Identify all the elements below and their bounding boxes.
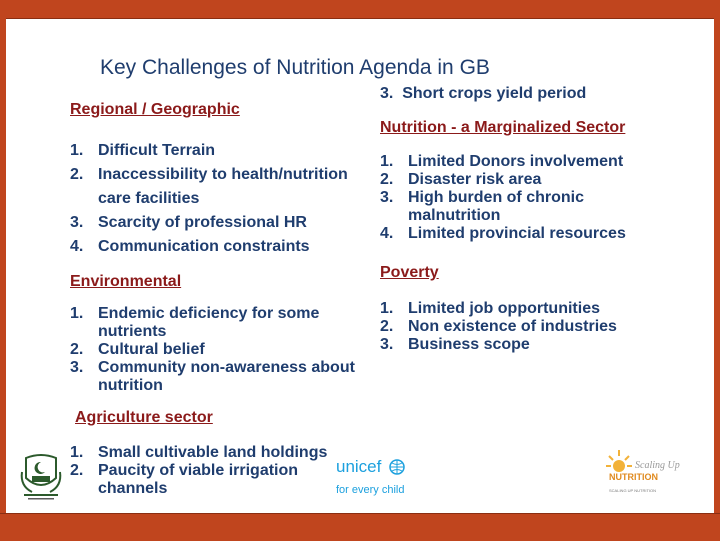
list-item: 4. Communication constraints xyxy=(70,238,310,255)
list-item: 3. Business scope xyxy=(380,336,530,353)
agriculture-list xyxy=(70,444,360,498)
list-item: 2. Cultural belief xyxy=(70,341,205,358)
unicef-logo xyxy=(336,455,411,503)
svg-text:Scaling Up: Scaling Up xyxy=(635,460,680,471)
marginalized-list xyxy=(380,153,680,243)
list-item: 2. Paucity of viable irrigation channels xyxy=(70,462,299,497)
poverty-list xyxy=(380,300,680,354)
government-emblem-logo xyxy=(18,452,64,502)
sun-subtitle: SCALING UP NUTRITION xyxy=(609,488,657,493)
list-item: 3. Scarcity of professional HR xyxy=(70,214,307,231)
slide-title: Key Challenges of Nutrition Agenda in GB xyxy=(100,56,490,79)
list-item: 1. Endemic deficiency for some nutrients xyxy=(70,305,320,340)
environmental-heading: Environmental xyxy=(70,273,182,290)
unicef-globe-icon xyxy=(389,459,405,475)
list-item: 4. Limited provincial resources xyxy=(380,225,626,242)
sun-label: NUTRITION xyxy=(609,472,658,482)
marginalized-heading: Nutrition - a Marginalized Sector xyxy=(380,119,626,136)
unicef-tagline: for every child xyxy=(336,484,405,496)
regional-heading: Regional / Geographic xyxy=(70,101,240,118)
agri-item-3: 3. Short crops yield period xyxy=(380,85,587,102)
list-item: 1. Limited Donors involvement xyxy=(380,153,624,170)
sun-rays-icon xyxy=(605,448,685,474)
list-item: 3. High burden of chronic malnutrition xyxy=(380,189,584,224)
unicef-wordmark: unicef xyxy=(336,457,382,476)
environmental-list xyxy=(70,305,360,395)
list-item: 1. Small cultivable land holdings xyxy=(70,444,328,461)
bottom-bar xyxy=(0,513,720,541)
list-item: 2. Non existence of industries xyxy=(380,318,617,335)
sun-logo xyxy=(605,448,687,500)
top-bar xyxy=(0,0,720,19)
poverty-heading: Poverty xyxy=(380,264,439,281)
list-item: 1. Limited job opportunities xyxy=(380,300,600,317)
list-item: 1. Difficult Terrain xyxy=(70,142,216,159)
agriculture-heading: Agriculture sector xyxy=(75,409,213,426)
regional-list xyxy=(70,139,360,259)
list-item: 3. Community non-awareness about nutrition xyxy=(70,359,355,394)
list-item: 2. Inaccessibility to health/nutrition care facilities xyxy=(70,166,348,207)
list-item: 2. Disaster risk area xyxy=(380,171,542,188)
